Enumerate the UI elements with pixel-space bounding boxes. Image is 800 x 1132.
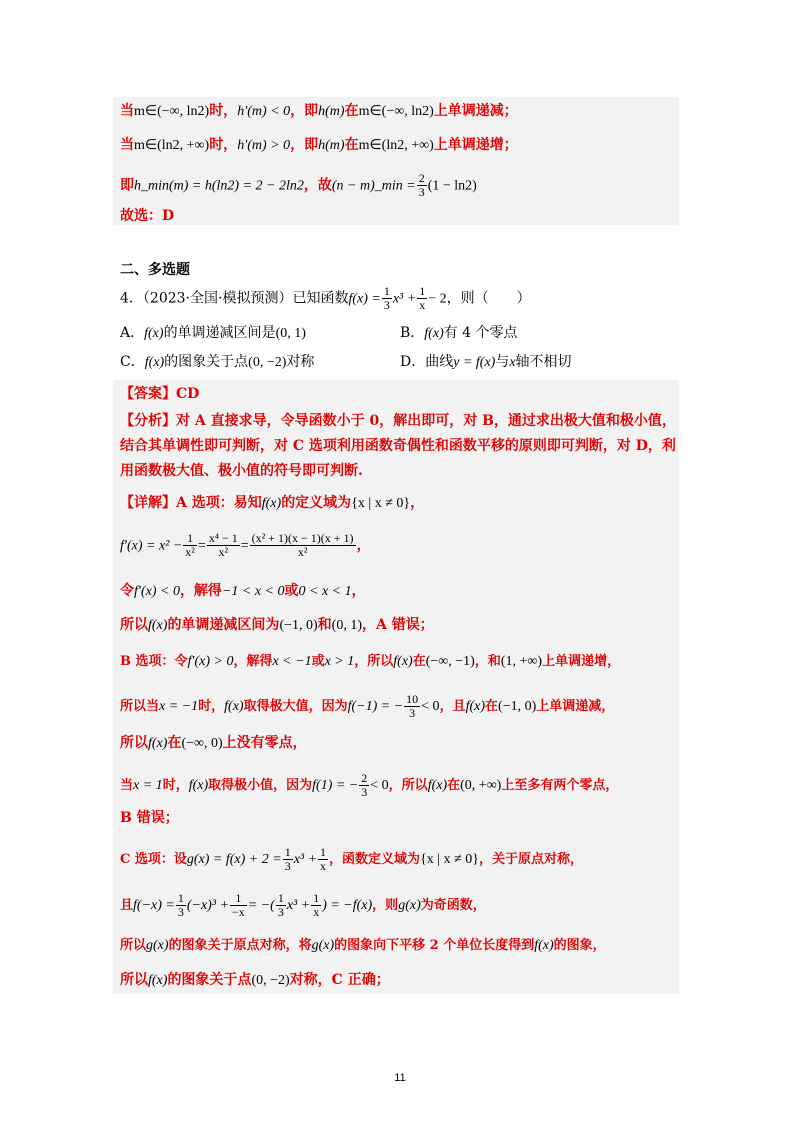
detail-line: 所以当x = −1时，f(x)取得极大值，因为f(−1) = − $\frac{10}{3}$ < 0，且f(x)在(−1, 0)上单调递减， <box>120 692 615 720</box>
fraction: $\frac{2}{3}$ <box>418 171 425 199</box>
section-heading: 二、多选题 <box>120 262 190 278</box>
analysis-line: 【分析】对 A 直接求导，令导函数小于 0，解出即可，对 B，通过求出极大值和极小值， <box>120 413 676 429</box>
text-line: 故选：D <box>120 208 175 224</box>
detail-line: 所以g(x)的图象关于原点对称，将g(x)的图象向下平移 2 个单位长度得到f(x)的图象， <box>120 938 606 953</box>
option-b: B．f(x)有 4 个零点 <box>400 325 518 341</box>
detail-line: B 错误； <box>120 810 179 826</box>
text-line: 即h_min(m) = h(ln2) = 2 − 2ln2，故(n − m)_min = $\frac{2}{3}$ (1 − ln2) <box>120 171 477 199</box>
option-d: D．曲线y = f(x)与x轴不相切 <box>400 354 572 370</box>
derivative-equation: f′(x) = x² − $\frac{1}{\text{x²}}$ = $\frac{\text{x⁴ − 1}}{\text{x²}}$ = $\frac{\text{(x² + 1)(x − 1)(x + 1)}}{\text{x²}}$ ， <box>120 531 371 559</box>
detail-line: 令f′(x) < 0，解得−1 < x < 0或0 < x < 1， <box>120 583 366 599</box>
text-line: 当m∈(ln2, +∞)时，h′(m) > 0，即h(m)在m∈(ln2, +∞)上单调递增； <box>120 137 518 153</box>
question-stem: 4．（2023·全国·模拟预测）已知函数f(x) = $\frac{1}{3}$ x³ + $\frac{1}{x}$ − 2，则（ ） <box>120 284 531 312</box>
detail-line: 所以f(x)在(−∞, 0)上没有零点， <box>120 735 307 751</box>
detail-line: 当x = 1时，f(x)取得极小值，因为f(1) = − $\frac{2}{3}$ < 0，所以f(x)在(0, +∞)上至多有两个零点， <box>120 771 619 799</box>
page-number: 11 <box>394 1072 406 1084</box>
answer-line: 【答案】CD <box>120 386 200 402</box>
option-c: C．f(x)的图象关于点(0, −2)对称 <box>120 354 315 370</box>
detail-line: 且f(−x) = $\frac{1}{3}$ (−x)³ + $\frac{1}{-x}$ = −( $\frac{1}{3}$ x³ + $\frac{1}{x}$ ) = −f(x)，则g(x)为奇函数， <box>120 891 486 919</box>
option-a: A．f(x)的单调递减区间是(0, 1) <box>120 325 306 341</box>
detail-line: B 选项：令f′(x) > 0，解得x < −1或x > 1，所以f(x)在(−∞, −1)，和(1, +∞)上单调递增， <box>120 654 621 669</box>
detail-line: 所以f(x)的单调递减区间为(−1, 0)和(0, 1)，A 错误； <box>120 617 434 633</box>
text-line: 当m∈(−∞, ln2)时，h′(m) < 0，即h(m)在m∈(−∞, ln2)上单调递减； <box>120 103 518 119</box>
detail-line: 所以f(x)的图象关于点(0, −2)对称，C 正确； <box>120 972 390 988</box>
analysis-line: 结合其单调性即可判断，对 C 选项利用函数奇偶性和函数平移的原则即可判断，对 D，利 <box>120 438 676 454</box>
analysis-line: 用函数极大值、极小值的符号即可判断. <box>120 463 363 479</box>
detail-line: 【详解】A 选项：易知f(x)的定义域为{x | x ≠ 0}， <box>120 495 425 511</box>
detail-line: C 选项：设g(x) = f(x) + 2 = $\frac{1}{3}$ x³ + $\frac{1}{x}$ ，函数定义域为{x | x ≠ 0}，关于原点对称， <box>120 845 584 873</box>
